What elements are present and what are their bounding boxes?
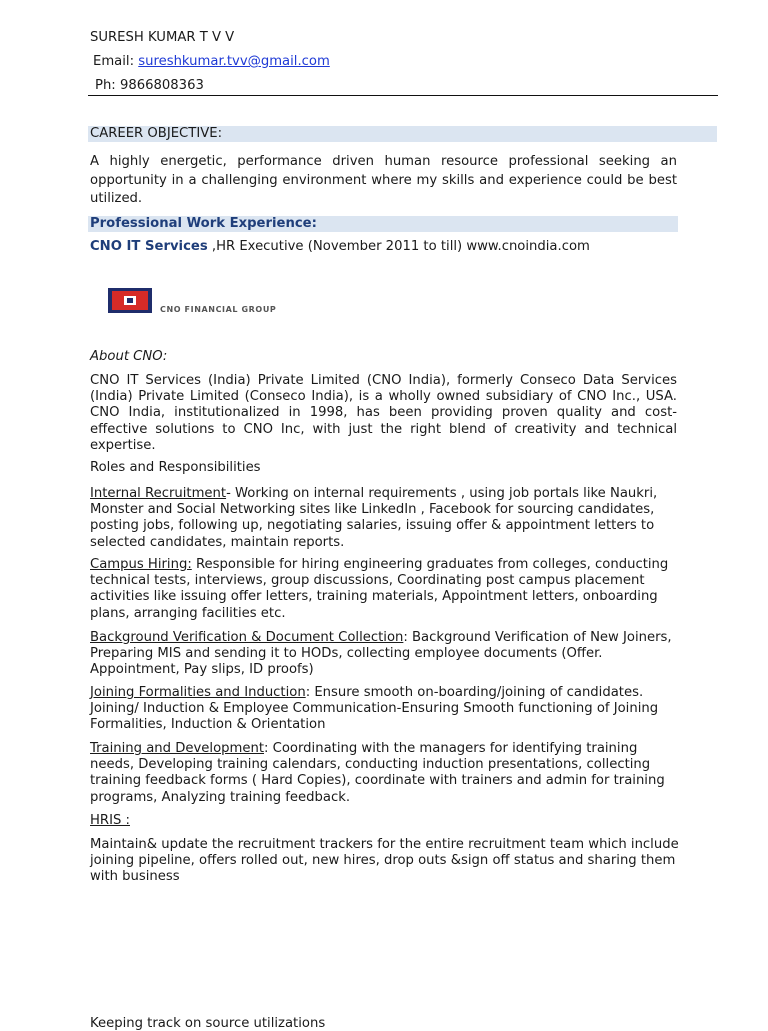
role-text: : Background Verification of New Joiners, Preparing MIS and sending it to HODs, collecting employee documents (Offer. Appointment, Pay slips, ID proofs) [90, 630, 672, 678]
cno-logo [108, 288, 328, 316]
role-text: : Ensure smooth on-boarding/joining of candidates. Joining/ Induction & Employee Communication-Ensuring Smooth functioning of Joining Formalities, Induction & Orientation [90, 685, 659, 733]
role-title: Campus Hiring: [90, 557, 192, 572]
role-text: : Coordinating with the managers for identifying training needs, Developing training calendars, conducting induction presentations, collecting training feedback forms ( Hard Copies), coordinate with trainers and admin for training programs, Analyzing training feedback. [90, 741, 665, 805]
role-item [90, 685, 680, 734]
role-item [90, 486, 680, 551]
career-objective-text: A highly energetic, performance driven human resource professional seeking an opportunity in a challenging environment where my skills and experience could be best utilized. [90, 154, 677, 207]
employer-name: CNO IT Services [90, 239, 208, 254]
email-label: Email: [93, 54, 139, 69]
role-title: Background Verification & Document Collection [90, 630, 404, 645]
cno-logo-mark [108, 288, 328, 316]
email-line [93, 54, 330, 69]
about-text: CNO IT Services (India) Private Limited (CNO India), formerly Conseco Data Services (India) Private Limited (Conseco India), is a wholly owned subsidiary of CNO Inc., USA. CNO India, institutionalized in 1998, has been providing proven quality and cost-effective solutions to CNO Inc, with just the right blend of creativity and technical expertise. [90, 373, 677, 453]
cut-off-text: Keeping track on source utilizations [90, 1016, 326, 1031]
employer-line [90, 239, 590, 254]
role-title: Internal Recruitment [90, 486, 227, 501]
hris-text: Maintain& update the recruitment trackers for the entire recruitment team which include joining pipeline, offers rolled out, new hires, drop outs &sign off status and sharing them with business [90, 837, 679, 885]
hris-heading: HRIS : [90, 813, 130, 828]
cno-logo-wordmark: CNO FINANCIAL GROUP [160, 305, 277, 314]
role-item [90, 630, 680, 679]
experience-heading: Professional Work Experience: [90, 216, 317, 231]
role-text: Responsible for hiring engineering graduates from colleges, conducting technical tests, interviews, group discussions, Coordinating post campus placement activities like issuing offer letters, training materials, Appointment letters, onboarding plans, arranging facilities etc. [90, 557, 669, 621]
header-divider [88, 95, 718, 96]
role-title: Training and Development [90, 741, 265, 756]
employer-role: ,HR Executive (November 2011 to till) www.cnoindia.com [207, 239, 590, 254]
email-link[interactable]: sureshkumar.tvv@gmail.com [138, 54, 330, 69]
roles-heading: Roles and Responsibilities [90, 460, 261, 475]
candidate-name: SURESH KUMAR T V V [90, 30, 235, 45]
role-title: Joining Formalities and Induction [90, 685, 306, 700]
role-text: - Working on internal requirements , using job portals like Naukri, Monster and Social Networking sites like LinkedIn , Facebook for sourcing candidates, posting jobs, following up, negotiating salaries, issuing offer & appointment letters to selected candidates, maintain reports. [90, 486, 658, 550]
role-item [90, 557, 680, 622]
career-objective-heading: CAREER OBJECTIVE: [90, 126, 223, 141]
role-item [90, 741, 680, 806]
phone-line: Ph: 9866808363 [95, 78, 204, 93]
about-heading: About CNO: [90, 349, 168, 364]
